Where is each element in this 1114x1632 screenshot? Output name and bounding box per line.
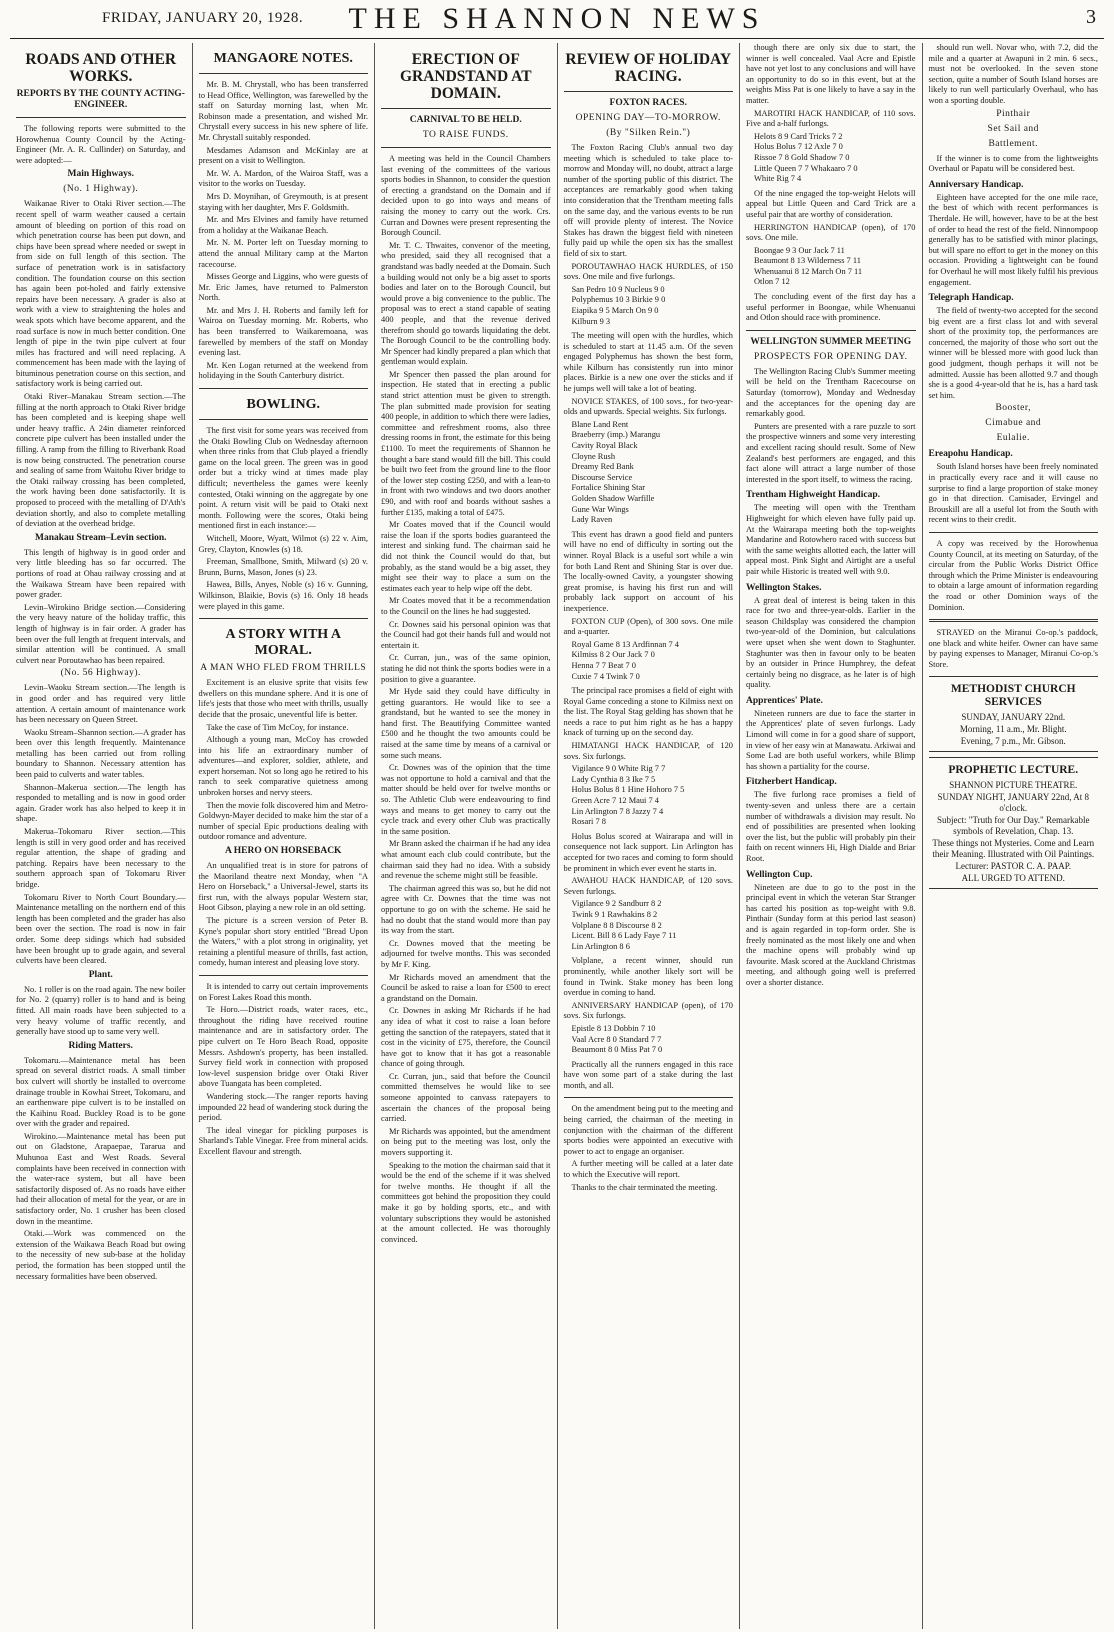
subhead-prospects: PROSPECTS FOR OPENING DAY.	[754, 351, 908, 362]
column-6	[923, 43, 1105, 1629]
article-paragraph: No. 1 roller is on the road again. The new boiler for No. 2 (quarry) roller is to hand and is being fitted. All main roads have been subjected to a very heavy volume of traffic recently, and generally have stood up to same very well.	[16, 984, 186, 1037]
race-entry: Licent. Bill 8 6 Lady Faye 7 11	[571, 931, 677, 941]
headline-mangaore: MANGAORE NOTES.	[213, 51, 353, 66]
article-paragraph: Cr. Downes said his personal opinion was that the Council had got their hands full and would not entertain it.	[381, 619, 551, 650]
race-entry: Henna 7 7 Beat 7 0	[571, 660, 636, 670]
divider	[199, 73, 369, 74]
news-item: Mrs D. Moynihan, of Greymouth, is at present staying with her daughter, Mrs F. Goldsmith.	[198, 191, 368, 212]
divider	[199, 618, 369, 619]
article-paragraph: Mr Hyde said they could have difficulty in getting guarantors. He would like to see a grandstand, but he wanted to see the money in hand first. The Beautifying Committee wanted £500 and he thought the two amounts could be raised at the same time by means of a carnival or some such means.	[381, 687, 551, 760]
article-paragraph: Mr Spencer then passed the plan around for inspection. He stated that in erecting a public stand strict attention must be given to strength. The plan submitted made provision for seating 400 people, in addition to which there were ladies, committee and refreshment rooms, also three dressing rooms in front, the estimate for this being £1100. To meet the requirements of Shannon he thought a bare stand would fill the bill. This could be built two feet from the ground line to the floor of the lower step costing £250, and with a lean-to in front with two windows and two doors another £90, and with roof and boards without sashes a further £135, making a total of £475.	[381, 369, 551, 517]
race-entries	[572, 1024, 734, 1056]
score-line: Witchell, Moore, Wyatt, Wilmot (s) 22 v. Aim, Grey, Clayton, Knowles (s) 18.	[198, 533, 368, 554]
methodist-ad-evening: Evening, 7 p.m., Mr. Gibson.	[960, 735, 1066, 746]
race-entry: Little Queen 7 7 Whakaaro 7 0	[754, 163, 858, 173]
page-number: 3	[1086, 6, 1096, 28]
race-entry: Polyphemus 10 3 Birkie 9 0	[571, 295, 666, 305]
divider	[929, 619, 1099, 622]
section-heading: Main Highways.	[67, 169, 134, 180]
divider	[746, 330, 916, 331]
section-heading: Apprentices' Plate.	[746, 695, 823, 706]
race-entry: Cavity Royal Black	[571, 441, 638, 451]
lecture-ad-venue: SHANNON PICTURE THEATRE.	[949, 779, 1078, 790]
article-paragraph: Mr. T. C. Thwaites, convenor of the meeting, who presided, said they all recognised that a grandstand was badly needed at the Domain. Such a building would not only be a big asset to sports bodies and later on to the Borough Council, but would prove a big convenience to the public. The proposal was to erect a stand capable of seating 400 people, and that the revenue derived therefrom should go towards liquidating the debt. The Borough Council to be the controlling body. Mr Spencer had kindly prepared a plan which that gentleman would explain.	[381, 240, 551, 367]
article-paragraph: An unqualified treat is in store for patrons of the Maoriland theatre next Monday, when "A Hero on Horseback," a Universal-Jewel, starts its first run, with the always popular Western star, Hoot Gibson, playing a new role in an old setting.	[198, 861, 368, 913]
article-paragraph: Thanks to the chair terminated the meeting.	[571, 1182, 718, 1192]
score-line: Freeman, Smallbone, Smith, Milward (s) 20 v. Brunn, Burns, Mason, Jones (s) 23.	[198, 557, 368, 577]
article-paragraph: Mr Richards moved an amendment that the Council be asked to raise a loan for £500 to erect a grandstand on the Domain.	[381, 972, 551, 1003]
section-heading: Fitzherbert Handicap.	[746, 777, 837, 788]
masthead	[10, 0, 1104, 39]
race-entry: Vigilance 9 2 Sandburr 8 2	[571, 899, 662, 909]
selection-pick: Battlement.	[988, 138, 1039, 149]
methodist-ad	[929, 676, 1099, 752]
news-item: Mesdames Adamson and McKinlay are at present on a visit to Wellington.	[198, 145, 368, 166]
article-paragraph: Mr Brann asked the chairman if he had any idea what amount each club could contribute, but the chairman said they had no idea. With a subsidy and revenue the scheme might still be feasible.	[381, 839, 551, 881]
article-paragraph: Practically all the runners engaged in this race have won some part of a stake during the last month, and all.	[563, 1059, 733, 1090]
article-paragraph: The principal race promises a field of eight with Royal Game conceding a stone to Kilmiss next on the list. The Royal Stag gelding has shown that he needs a race to put him right as he has a happy knack of turning up on the second day.	[563, 686, 733, 738]
race-entry: Lin Arlington 8 6	[571, 941, 630, 951]
article-paragraph: Nineteen runners are due to face the starter in the Apprentices' plate of seven furlongs. Lady Limond will come in for a good share of support, in view of her easy win at Manawatu. Arkiwai and Some Lad are both useful workers, while Blimp has shown a partiality for the course.	[746, 708, 916, 771]
race-entry: Helots 8 9 Card Tricks 7 2	[754, 131, 843, 141]
headline-story: A STORY WITH A MORAL.	[225, 627, 342, 659]
classified-strayed: STRAYED on the Miranui Co-op.'s paddock, one black and white heifer. Owner can have same by paying expenses to Manager, Miranui Co-op.'s Store.	[928, 628, 1098, 669]
news-item: Mr. B. M. Chrystall, who has been transferred to Head Office, Wellington, was farewelled by the staff on Saturday morning last, when Mr. Robinson made a presentation, and wished Mr. Chrystall every success in his new sphere of life. Mr. Chrystall suitably responded.	[198, 80, 368, 142]
article-paragraph: Eighteen have accepted for the one mile race, the best of which with recent performances is Therdale. He will, however, have to be at the best of order to head the rest of the field. Ninnompoop generally has to be satisfied with minor placings, but will spare no effort to get in the money on this occasion. Providing a lightweight can be found for Overhaul he will most likely fulfil his previous engagement.	[928, 192, 1098, 287]
article-paragraph: Tokomaru River to North Court Boundary.—Maintenance metalling on the northern end of this length has been completed and the grader has also been over the section. The road is now in fair order. Some deep sidings which had subsided have been brought up to grade again, and several culverts have been cleared.	[16, 892, 186, 966]
divider	[929, 532, 1099, 533]
article-paragraph: Cr. Downes in asking Mr Richards if he had any idea of what it cost to raise a loan before getting the sanction of the ratepayers, stated that it cost in the vicinity of £75, therefore, the Council have got to know that it has got a reasonable chance of going through.	[381, 1006, 551, 1069]
section-subheading: (No. 56 Highway).	[60, 668, 141, 679]
section-heading: Telegraph Handicap.	[928, 293, 1014, 304]
article-paragraph: The Wellington Racing Club's Summer meeting will be held on the Trentham Racecourse on Saturday (tomorrow), Monday and Wednesday and the acceptances for the opening day are remarkably good.	[746, 366, 916, 419]
subhead-carnival: CARNIVAL TO BE HELD.	[409, 115, 522, 125]
article-paragraph: The concluding event of the first day has a useful performer in Boongae, while Whenuanui and Otlon should race with prominence.	[746, 292, 916, 323]
race-entries	[754, 246, 916, 288]
article-paragraph: Excitement is an elusive sprite that visits few dwellers on this mundane sphere. And it is one of life's jests that those who meet with thrills, usually decide that the prosaic, uneventful life is better.	[198, 678, 368, 719]
article-paragraph: Waoku Stream–Shannon section.—A grader has been over this length frequently. Maintenance metalling has been carried out from rolling boundary to Shannon. Necessary attention has been paid to culverts and water tables.	[16, 727, 186, 780]
article-paragraph: Wirokino.—Maintenance metal has been put out on Gladstone, Arapaepae, Tararua and Muhunoa East and West Roads. Several complaints have been received in connection with the water-race system, but all have been satisfactorily disposed of. As no roads have either had their allocation of metal for the year, or are in satisfactory order, No. 1 crusher has been closed down in the meantime.	[16, 1131, 186, 1226]
race-entry: Twink 9 1 Rawhakins 8 2	[571, 909, 658, 919]
section-heading: Wellington Stakes.	[746, 582, 822, 593]
column-5	[740, 43, 923, 1629]
race-title: ANNIVERSARY HANDICAP (open), of 170 sovs. Six furlongs.	[563, 1000, 733, 1021]
race-title: FOXTON CUP (Open), of 300 sovs. One mile and a-quarter.	[563, 616, 733, 637]
byline: (By "Silken Rein.")	[606, 128, 691, 138]
divider	[16, 117, 186, 118]
article-paragraph: Te Horo.—District roads, water races, etc., throughout the riding have received routine maintenance and are in satisfactory order. The pipe culvert on Te Horo Beach Road, opposite Messrs. Ashdown's property, has been installed. Survey field work in connection with proposed low-level suspension bridge over Otaki River above Tuangata has been completed.	[198, 1005, 368, 1089]
article-paragraph: Take the case of Tim McCoy, for instance.	[206, 722, 349, 732]
article-paragraph: The picture is a screen version of Peter B. Kyne's popular short story entitled "Bread Upon the Waters," with a plot strong in originality, yet retaining a plentiful measure of thrills, fast action, comedy, human interest and pleasing love story.	[198, 916, 368, 968]
section-heading: Wellington Cup.	[746, 869, 813, 880]
article-paragraph: Mr Coates moved that it be a recommendation to the Council on the lines he had suggested.	[381, 596, 551, 616]
race-title: POROUTAWHAO HACK HURDLES, of 150 sovs. One mile and five furlongs.	[563, 261, 733, 282]
selection-pick: Booster,	[995, 403, 1032, 414]
subhead-roads: REPORTS BY THE COUNTY ACTING-ENGINEER.	[16, 89, 185, 110]
article-paragraph: The meeting will open with the Trentham Highweight for which eleven have fully paid up. At the Wairarapa meeting both the top-weights Mandarine and Rotowhero raced with success but with the same weights allotted each, the latter will appeal most. Pink Sight and Airtight are a useful pair while Historic is treated well with 9.0.	[746, 503, 916, 576]
article-paragraph: A copy was received by the Horowhenua County Council, at its meeting on Saturday, of the circular from the Public Works District Office through which the Prime Minister is endeavouring to obtain a large amount of information regarding the road or other Dominion ways of the Dominion.	[928, 539, 1098, 612]
race-title: NOVICE STAKES, of 100 sovs., for two-year-olds and upwards. Special weights. Six furlongs.	[563, 396, 733, 417]
section-heading: Riding Matters.	[68, 1040, 133, 1051]
article-paragraph: Nineteen are due to go to the post in the principal event in which the veteran Star Stranger has carted his position as top-weight with 9.8. Pinthair (Sunday form at this period last season) and is again regarded in top-form order. She is freely nominated as the most likely one and when the machine opens will probably wind up favourite. Mask scored at the Auckland Christmas meeting, and although going well is preferred over a shorter distance.	[746, 882, 916, 987]
race-entries	[572, 764, 734, 828]
section-heading: Ereapohu Handicap.	[928, 449, 1013, 460]
race-entries	[754, 132, 916, 185]
selection-pick: Cimabue and	[985, 418, 1042, 429]
race-entry: Beaumont 8 13 Wilderness 7 11	[754, 256, 861, 266]
selection-pick: Eulalie.	[996, 433, 1030, 444]
race-entries	[572, 640, 734, 682]
article-paragraph: A further meeting will be called at a later date to which the Executive will report.	[563, 1159, 733, 1180]
race-entry: Cloyne Rush	[571, 451, 616, 461]
headline-grandstand: ERECTION OF GRANDSTAND AT DOMAIN.	[399, 51, 532, 102]
race-entry: Whenuanui 8 12 March On 7 11	[754, 266, 863, 276]
article-paragraph: Mr Richards was appointed, but the amendment on being put to the meeting was lost, only the movers supporting it.	[381, 1126, 551, 1158]
subhead-hero: A HERO ON HORSEBACK	[225, 846, 342, 857]
article-paragraph: Although a young man, McCoy has crowded into his life an extraordinary number of adventures—and explorer, soldier, athlete, and expert horseman. Not so long ago he retired to his ranch to seek comparative quietness among unbroken horses and nervy steers.	[198, 735, 368, 798]
race-title: HERRINGTON HANDICAP (open), of 170 sovs. One mile.	[746, 222, 916, 243]
race-entry: Boongae 9 3 Our Jack 7 11	[754, 245, 845, 255]
article-paragraph: On the amendment being put to the meeting and being carried, the chairman of the meeting in conjunction with the chairman of the different sports bodies were appointed an executive with power to act to engage an organiser.	[563, 1104, 733, 1156]
article-paragraph: The first visit for some years was received from the Otaki Bowling Club on Wednesday afternoon when three rinks from that Club played a friendly game on the local green. The green was in good order but a tricky wind at times made play difficult; nevertheless the games were keenly contested, Otaki winning on the aggregate by one point. A return visit will be paid to Otaki next month. Following were the scores, Otaki being mentioned first in each instance:—	[198, 426, 368, 531]
race-entry: Vaal Acre 8 0 Standard 7 7	[571, 1034, 662, 1044]
article-paragraph: Cr. Downes was of the opinion that the time was not opportune to hold a carnival and that the matter should be held over for twelve months or so. The Athletic Club were endeavouring to find ways and means to get money to carry out the cycle track and every other Club was practically in the same position.	[381, 763, 551, 836]
article-paragraph: Cr. Curran, jun., said that before the Council committed themselves he would like to see someone appointed to canvass ratepayers to ascertain the chances of the proposal being carried.	[381, 1071, 551, 1124]
columns	[10, 43, 1104, 1629]
race-entry: Discourse Service	[571, 472, 633, 482]
article-paragraph: Wandering stock.—The ranger reports having impounded 22 head of wandering stock during the period.	[198, 1091, 368, 1123]
lecture-ad-subject: Subject: "Truth for Our Day." Remarkable symbols of Revelation, Chap. 13.	[937, 814, 1090, 836]
race-entry: Otlon 7 12	[754, 277, 790, 287]
methodist-ad-date: SUNDAY, JANUARY 22nd.	[961, 711, 1066, 722]
news-item: Mr. and Mrs J. H. Roberts and family left for Wairoa on Tuesday morning. Mr. Roberts, who has been transferred to Waikaremoana, was farewelled by members of the staff on Monday evening last.	[198, 305, 368, 358]
news-item: Mr. and Mrs Elvines and family have returned from a holiday at the Waikanae Beach.	[198, 215, 368, 235]
article-paragraph: Mr Coates moved that if the Council would raise the loan if the sports bodies guaranteed the interest and sinking fund. The chairman said he did not think the Council would do that, but probably, as the stand would be a big asset, they might see their way to place a sum on the estimates each year to help wipe off the debt.	[381, 520, 551, 593]
race-entry: Fortalice Shining Star	[571, 483, 646, 493]
section-heading: Anniversary Handicap.	[928, 179, 1024, 190]
lecture-ad-note: These things not Mysteries. Come and Learn their Meaning. Illustrated with Oil Paintings.	[932, 837, 1095, 859]
race-entry: Rissoe 7 8 Gold Shadow 7 0	[754, 152, 850, 162]
divider	[381, 147, 551, 148]
news-item: Mr. N. M. Porter left on Tuesday morning to attend the annual Military camp at the Marton racecourse.	[198, 238, 368, 269]
newspaper-title: THE SHANNON NEWS	[348, 2, 766, 35]
article-paragraph: Otaki River–Manakau Stream section.—The filling at the north approach to Otaki River bridge has been completed and is keeping shape well under heavy traffic. A 24in diameter reinforced concrete pipe culvert has been installed under the filling. A ramp from the filling to Riverbank Road is now being constructed. The penetration course and sealing of same from Waitohu River bridge to the Otaki railway crossing has been completed, the work having been done satisfactorily. It is proposed to proceed with the metalling of D'Ath's deviation shortly, and also to complete metalling of deviation at the overhead bridge.	[16, 392, 186, 529]
issue-date: FRIDAY, JANUARY 20, 1928.	[102, 10, 304, 26]
article-paragraph: Of the nine engaged the top-weight Helots will appeal but Little Queen and Card Trick are a useful pair that are worthy of consideration.	[746, 188, 916, 219]
column-2	[193, 43, 376, 1629]
article-paragraph: Otaki.—Work was commenced on the extension of the Waikawa Beach Road but owing to the necessity of new sub-base at the holiday period, the formation has been stopped until the necessary formalities have been observed.	[16, 1229, 186, 1281]
column-3	[375, 43, 558, 1629]
headline-bowling: BOWLING.	[246, 397, 320, 413]
article-paragraph: Speaking to the motion the chairman said that it would be the end of the scheme if it was shelved for twelve months. He thought if all the committees got behind the proposition they could make it go by holding sports, etc., and with voluntary subscriptions they would be astonished at the amount collected. He was thoroughly convinced.	[381, 1160, 551, 1244]
race-entry: Rosari 7 8	[571, 817, 606, 827]
article-paragraph: The five furlong race promises a field of twenty-seven and unless there are a certain number of withdrawals a division may result. No end of possibilities are presented when looking over the list, but the public will probably pin their faith on recent winners Hi, High Dialde and Briar Root.	[746, 790, 916, 863]
article-paragraph: Makerua–Tokomaru River section.—This length is still in very good order and has received regular attention, the shape of grading and patching. Repairs have been necessary to the southern approach span of Tokomaru River bridge.	[16, 827, 186, 889]
article-paragraph: South Island horses have been freely nominated in practically every race and it will cause no surprise to find a large proportion of stake money go in that direction. Camisader, Ervingel and Brouskill are all a useful lot from the South with recent wins to their credit.	[928, 462, 1098, 525]
headline-wellington: WELLINGTON SUMMER MEETING	[750, 336, 912, 347]
column-4	[558, 43, 741, 1629]
news-item: Mr. W. A. Mardon, of the Wairoa Staff, was a visitor to the works on Tuesday.	[198, 168, 368, 189]
race-entry: Volplane 8 8 Discourse 8 2	[571, 920, 662, 930]
race-entry: San Pedro 10 9 Nucleus 9 0	[571, 284, 665, 294]
prophetic-lecture-ad	[929, 757, 1099, 889]
article-paragraph: Tokomaru.—Maintenance metal has been spread on several district roads. A small timber box culvert will shortly be installed to overcome drainage trouble in Kowhai Street, Tokomaru, and an earthenware pipe culvert is to be installed on the Kaihinu Road. Buckley Road is to be gone over with the grader and repaired.	[16, 1055, 186, 1129]
race-entry: Epistle 8 13 Dobbin 7 10	[571, 1023, 656, 1033]
race-entry: Holus Bolus 8 1 Hine Hohoro 7 5	[571, 785, 685, 795]
race-entry: Dreamy Red Bank	[571, 462, 634, 472]
selection-pick: Pinthair	[996, 108, 1031, 119]
headline-racing: REVIEW OF HOLIDAY RACING.	[565, 51, 732, 85]
race-entry: Lady Raven	[571, 515, 613, 525]
divider	[199, 388, 369, 389]
subhead-funds: TO RAISE FUNDS.	[422, 130, 509, 140]
article-paragraph: The ideal vinegar for pickling purposes is Sharland's Table Vinegar. Free from mineral acids. Excellent flavour and strength.	[198, 1125, 368, 1156]
race-entry: Kilburn 9 3	[571, 316, 611, 326]
divider	[564, 91, 734, 92]
article-paragraph: Cr. Curran, jun., was of the same opinion, stating he did not think the sports bodies were in a position to give a guarantee.	[381, 653, 551, 684]
article-paragraph: though there are only six due to start, the winner is well concealed. Vaal Acre and Epistle have not yet lost to any conclusions and will have an opportunity to do so in this event, but at the weights Miss Pat is one likely to have a say in the matter.	[746, 43, 916, 105]
article-paragraph: Levin–Wirokino Bridge section.—Considering the very heavy nature of the holiday traffic, this length of highway is in fair order. A grader has been over the full length at frequent intervals, and similar attention will be continued. A small culvert near Poroutawhao has been repaired.	[16, 602, 186, 665]
article-paragraph: Waikanae River to Otaki River section.—The recent spell of warm weather caused a certain amount of bleeding on portion of this road on which penetration course has been put down, and chips have been spread where needed or swept in from side on full length of this section. The surface of penetration work is in satisfactory condition. The foundation course on this section has again been pot-holed and fairly extensive repairs have been necessary. A grader is also at work with a view to straightening the holes and weak spots which have become apparent, and the road surface is now in much better condition. One length of pipe in the twin pipe culvert at four miles has fractured and will need replacing. A commencement has been made with the laying of bituminous penetration course on this section, and satisfactory work is being carried out.	[16, 199, 186, 389]
race-entry: White Rig 7 4	[754, 174, 802, 184]
race-entries	[572, 420, 734, 526]
article-paragraph: Holus Bolus scored at Wairarapa and will in consequence not lack support. Lin Arlington has accepted for two races and coming to form should be prominent in which ever event he starts in.	[563, 831, 733, 873]
article-paragraph: This event has drawn a good field and punters will have no end of difficulty in sorting out the winner. Royal Black is a useful sort while a win for both Land Rent and Shining Star is over due. The locally-owned Cavity, a youngster showing great promise, is having his first run and will probably lack support on account of his inexperience.	[563, 529, 733, 613]
subhead-opening: OPENING DAY—TO-MORROW.	[575, 113, 721, 123]
news-item: Misses George and Liggins, who were guests of Mr. Eric James, have returned to Palmerston North.	[198, 272, 368, 303]
article-paragraph: A meeting was held in the Council Chambers last evening of the committees of the various sports bodies in Shannon, to consider the question of erecting a grandstand on the Domain and if decided upon to go into ways and means of raising the money to carry out the work. Crs. Curran and Downes were present representing the Borough Council.	[381, 154, 551, 238]
lecture-ad-title: PROPHETIC LECTURE.	[948, 763, 1079, 776]
race-entries	[572, 285, 734, 327]
article-paragraph: Shannon–Makerua section.—The length has responded to metalling and is now in good order again. Grader work has also helped to keep it in shape.	[16, 782, 186, 824]
section-heading: Trentham Highweight Handicap.	[746, 490, 880, 501]
subhead-foxton: FOXTON RACES.	[609, 98, 687, 108]
race-entry: Eiapika 9 5 March On 9 0	[571, 305, 659, 315]
article-paragraph: Levin–Waoku Stream section.—The length is in good order and has required very little attention. A certain amount of maintenance work has been necessary on Queen Street.	[16, 683, 186, 725]
article-paragraph: Volplane, a recent winner, should run prominently, while another likely sort will be found in Twink. Stake money has been long overdue in coming to hand.	[563, 956, 733, 998]
article-paragraph: The Foxton Racing Club's annual two day meeting which is scheduled to take place to-morrow and Monday will, no doubt, attract a large number of the sporting public of this district. The acceptances are remarkably good when taking into consideration that the Trentham meeting falls on the same day, and the various events to be run off will provide plenty of interest. The Novice Stakes has drawn the biggest field with nineteen fully paid up while the open six has the smallest field of six to start.	[563, 143, 733, 258]
article-paragraph: Punters are presented with a rare puzzle to sort the prospective winners and some very interesting and excellent racing should result. Some of New Zealand's best performers are engaged, and this fact alone will attract a large number of those interested in the sport itself, to witness the racing.	[746, 421, 916, 484]
race-entry: Holus Bolus 7 12 Axle 7 0	[754, 142, 843, 152]
race-title: MAROTIRI HACK HANDICAP, of 110 sovs. Five and a-half furlongs.	[746, 108, 916, 129]
headline-roads: ROADS AND OTHER WORKS.	[25, 51, 177, 85]
divider	[199, 975, 369, 976]
race-entry: Braeberry (imp.) Marangu	[571, 430, 661, 440]
article-paragraph: The following reports were submitted to the Horowhenua County Council by the Acting-Engineer (Mr. A. R. Cullinder) on Saturday, and were adopted:—	[16, 124, 186, 165]
divider	[381, 108, 551, 109]
article-paragraph: If the winner is to come from the lightweights Overhaul or Papatu will be considered best.	[928, 153, 1098, 174]
methodist-ad-morning: Morning, 11 a.m., Mr. Blight.	[959, 723, 1067, 734]
race-entry: Golden Shadow Warfille	[571, 494, 655, 503]
article-paragraph: This length of highway is in good order and very little bleeding has so far occurred. The portions of road at Ohau railway crossing and at the Waikawa Stream have been repaired with power grader.	[16, 547, 186, 600]
column-1	[10, 43, 193, 1629]
race-entry: Beaumont 8 0 Miss Pat 7 0	[571, 1045, 663, 1055]
divider	[564, 1097, 734, 1098]
subhead-story: A MAN WHO FLED FROM THRILLS	[200, 663, 367, 674]
race-entries	[572, 899, 734, 952]
article-paragraph: A great deal of interest is being taken in this race for two and three-year-olds. Earlier in the season Childsplay was considered the champion two-year-old of the Dominion, but calculations were upset when she went down to Staghunter. Staghunter was then in favour only to be beaten by an outsider in Prince Humphrey, the defeat certainly being no disgrace, as he later is of high quality.	[746, 595, 916, 690]
section-heading: Manakau Stream–Levin section.	[34, 532, 167, 543]
lecture-ad-urge: ALL URGED TO ATTEND.	[961, 872, 1065, 883]
article-paragraph: Then the movie folk discovered him and Metro-Goldwyn-Mayer decided to make him the star of a number of special Epic productions dealing with outdoor romance and adventure.	[198, 800, 368, 842]
divider	[199, 419, 369, 420]
article-paragraph: The field of twenty-two accepted for the second big event are a first class lot and with several short of the proximity top, the performances are concerned, the majority of those who sort out the winner will be blessed more with good luck than good judgment, though perhaps it will not be admitted. Aussie has been allotted 9.7 and though she is a good 4-year-old that he is, has a hard task set him.	[928, 306, 1098, 400]
race-entry: Lady Cynthia 8 3 Ike 7 5	[571, 774, 656, 784]
race-entry: Green Acre 7 12 Maui 7 4	[571, 796, 659, 806]
race-entry: Cuxie 7 4 Twink 7 0	[571, 671, 640, 681]
section-heading: Plant.	[88, 969, 113, 980]
methodist-ad-title: METHODIST CHURCH SERVICES	[950, 682, 1076, 708]
lecture-ad-date: SUNDAY NIGHT, JANUARY 22nd, At 8 o'clock.	[937, 791, 1090, 813]
race-entry: Royal Game 8 13 Ardfinnan 7 4	[571, 639, 679, 649]
race-title: HIMATANGI HACK HANDICAP, of 120 sovs. Six furlongs.	[563, 741, 733, 761]
race-entry: Blane Land Rent	[571, 419, 629, 429]
race-title: AWAHOU HACK HANDICAP, of 120 sovs. Seven furlongs.	[563, 876, 733, 896]
lecture-ad-lecturer: Lecturer: PASTOR C. A. PAAP.	[955, 860, 1071, 871]
race-entry: Kilmiss 8 2 Our Jack 7 0	[571, 650, 655, 660]
article-paragraph: The meeting will open with the hurdles, which is scheduled to start at 11.45 a.m. Of the seven engaged Polyphemus has shown the best form, while Kilburn has consistently run into minor places. Birkie is a new one over the sticks and if he jumps well will take a lot of beating.	[563, 331, 733, 394]
article-paragraph: Cr. Downes moved that the meeting be adjourned for twelve months. This was seconded by Mr F. King.	[381, 938, 551, 969]
race-entry: Gune War Wings	[571, 504, 629, 514]
news-item: Mr. Ken Logan returned at the weekend from holidaying in the South Canterbury district.	[198, 360, 368, 381]
race-entry: Lin Arlington 7 8 Jazzy 7 4	[571, 806, 664, 816]
article-paragraph: should run well. Novar who, with 7.2, did the mile and a quarter at Awapuni in 2 min. 6 secs., must not be overlooked. In the seven stone section, quite a number of South Island horses are likely to run well particularly Overhaul, who has won a sporting double.	[928, 43, 1098, 105]
section-subheading: (No. 1 Highway).	[63, 184, 139, 195]
article-paragraph: It is intended to carry out certain improvements on Forest Lakes Road this month.	[198, 981, 368, 1002]
article-paragraph: The chairman agreed this was so, but he did not agree with Cr. Downes that the time was not opportune to go on with the scheme. He said he had no doubt that the stand would more than pay its way from the start.	[381, 883, 551, 936]
score-line: Hawea, Bills, Anyes, Noble (s) 16 v. Gunning, Wilkinson, Blaikie, Bovis (s) 16. Only 18 heads were played in this game.	[198, 580, 368, 611]
selection-pick: Set Sail and	[987, 123, 1039, 134]
race-entry: Vigilance 9 0 White Rig 7 7	[571, 764, 666, 774]
